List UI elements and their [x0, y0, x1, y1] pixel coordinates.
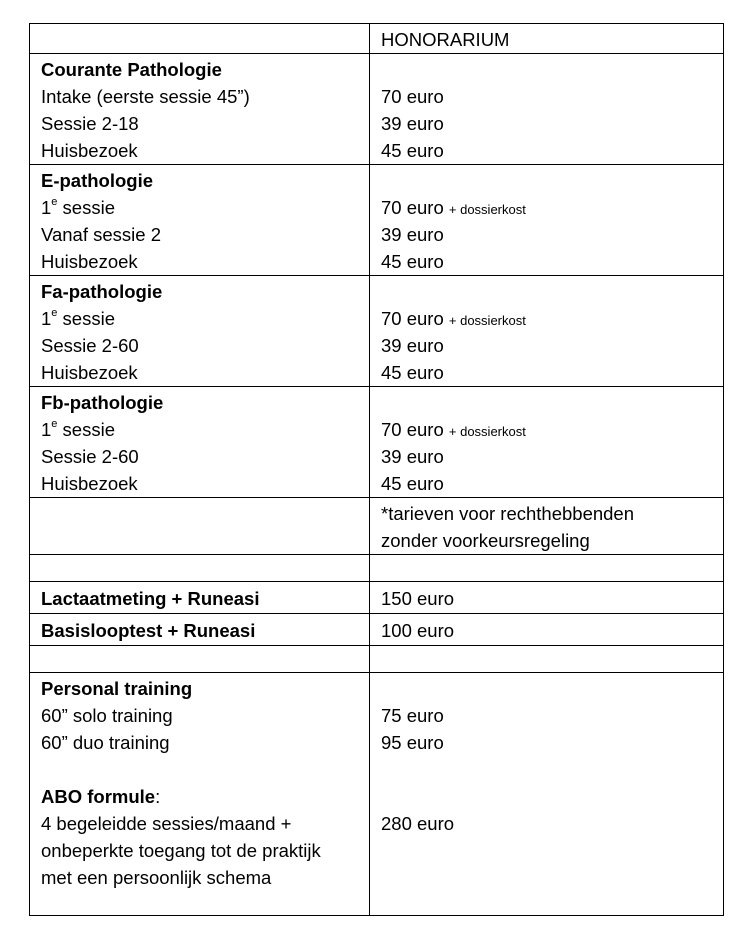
- header-honorarium: HONORARIUM: [370, 24, 724, 54]
- header-row: [30, 24, 724, 54]
- row-label: Vanaf sessie 2: [41, 224, 161, 245]
- basis-price: 100 euro: [370, 614, 724, 646]
- row-price: 45 euro: [381, 362, 444, 383]
- row-price: 45 euro: [381, 140, 444, 161]
- section-title: Courante Pathologie: [41, 59, 222, 80]
- lactaat-row: [30, 582, 724, 614]
- fb-prices: [370, 387, 724, 498]
- lactaat-label: Lactaatmeting + Runeasi: [30, 582, 370, 614]
- abo-price: 280 euro: [381, 813, 455, 834]
- section-title: E-pathologie: [41, 170, 154, 191]
- section-title: Personal training: [41, 678, 193, 699]
- row-price: 95 euro: [381, 732, 444, 753]
- section-title: Fa-pathologie: [41, 281, 163, 302]
- row-label: Sessie 2-60: [41, 335, 139, 356]
- dossierkost-note: + dossierkost: [448, 313, 526, 328]
- row-price: 75 euro: [381, 705, 444, 726]
- e-prices: [370, 165, 724, 276]
- row-label: 1e sessie: [41, 195, 115, 218]
- row-label: 60” duo training: [41, 732, 170, 753]
- personal-prices: [370, 673, 724, 916]
- row-label: Sessie 2-18: [41, 113, 139, 134]
- row-label: Huisbezoek: [41, 473, 138, 494]
- footnote-empty-cell: [30, 498, 370, 555]
- e-labels: [30, 165, 370, 276]
- row-label: 60” solo training: [41, 705, 173, 726]
- row-price: 70 euro + dossierkost: [381, 308, 526, 329]
- abo-description: onbeperkte toegang tot de praktijk: [41, 840, 321, 861]
- empty-row: [30, 555, 724, 582]
- footnote-row: [30, 498, 724, 555]
- courante-labels: [30, 54, 370, 165]
- footnote-cell: [370, 498, 724, 555]
- basis-label: Basislooptest + Runeasi: [30, 614, 370, 646]
- row-price: 39 euro: [381, 335, 444, 356]
- section-fa-pathologie: [30, 276, 724, 387]
- personal-labels: [30, 673, 370, 916]
- row-label: Huisbezoek: [41, 140, 138, 161]
- abo-title: ABO formule:: [41, 786, 161, 807]
- fa-labels: [30, 276, 370, 387]
- section-title: Fb-pathologie: [41, 392, 164, 413]
- abo-description: 4 begeleidde sessies/maand +: [41, 813, 292, 834]
- row-price: 39 euro: [381, 224, 444, 245]
- courante-prices: [370, 54, 724, 165]
- section-e-pathologie: [30, 165, 724, 276]
- dossierkost-note: + dossierkost: [448, 424, 526, 439]
- row-price: 70 euro + dossierkost: [381, 197, 526, 218]
- row-price: 45 euro: [381, 251, 444, 272]
- row-price: 70 euro: [381, 86, 444, 107]
- row-price: 39 euro: [381, 446, 444, 467]
- dossierkost-note: + dossierkost: [448, 202, 526, 217]
- row-price: 39 euro: [381, 113, 444, 134]
- footnote-line: zonder voorkeursregeling: [381, 530, 590, 551]
- section-courante: [30, 54, 724, 165]
- tariff-table: [29, 23, 724, 916]
- fb-labels: [30, 387, 370, 498]
- footnote-line: *tarieven voor rechthebbenden: [381, 503, 635, 524]
- row-label: 1e sessie: [41, 417, 115, 440]
- row-price: 45 euro: [381, 473, 444, 494]
- row-price: 70 euro + dossierkost: [381, 419, 526, 440]
- row-label: Intake (eerste sessie 45”): [41, 86, 250, 107]
- abo-description: met een persoonlijk schema: [41, 867, 272, 888]
- section-personal-training: [30, 673, 724, 916]
- header-left-cell: [30, 24, 370, 54]
- row-label: Huisbezoek: [41, 251, 138, 272]
- lactaat-price: 150 euro: [370, 582, 724, 614]
- basis-row: [30, 614, 724, 646]
- row-label: Sessie 2-60: [41, 446, 139, 467]
- fa-prices: [370, 276, 724, 387]
- empty-row: [30, 646, 724, 673]
- section-fb-pathologie: [30, 387, 724, 498]
- row-label: 1e sessie: [41, 306, 115, 329]
- row-label: Huisbezoek: [41, 362, 138, 383]
